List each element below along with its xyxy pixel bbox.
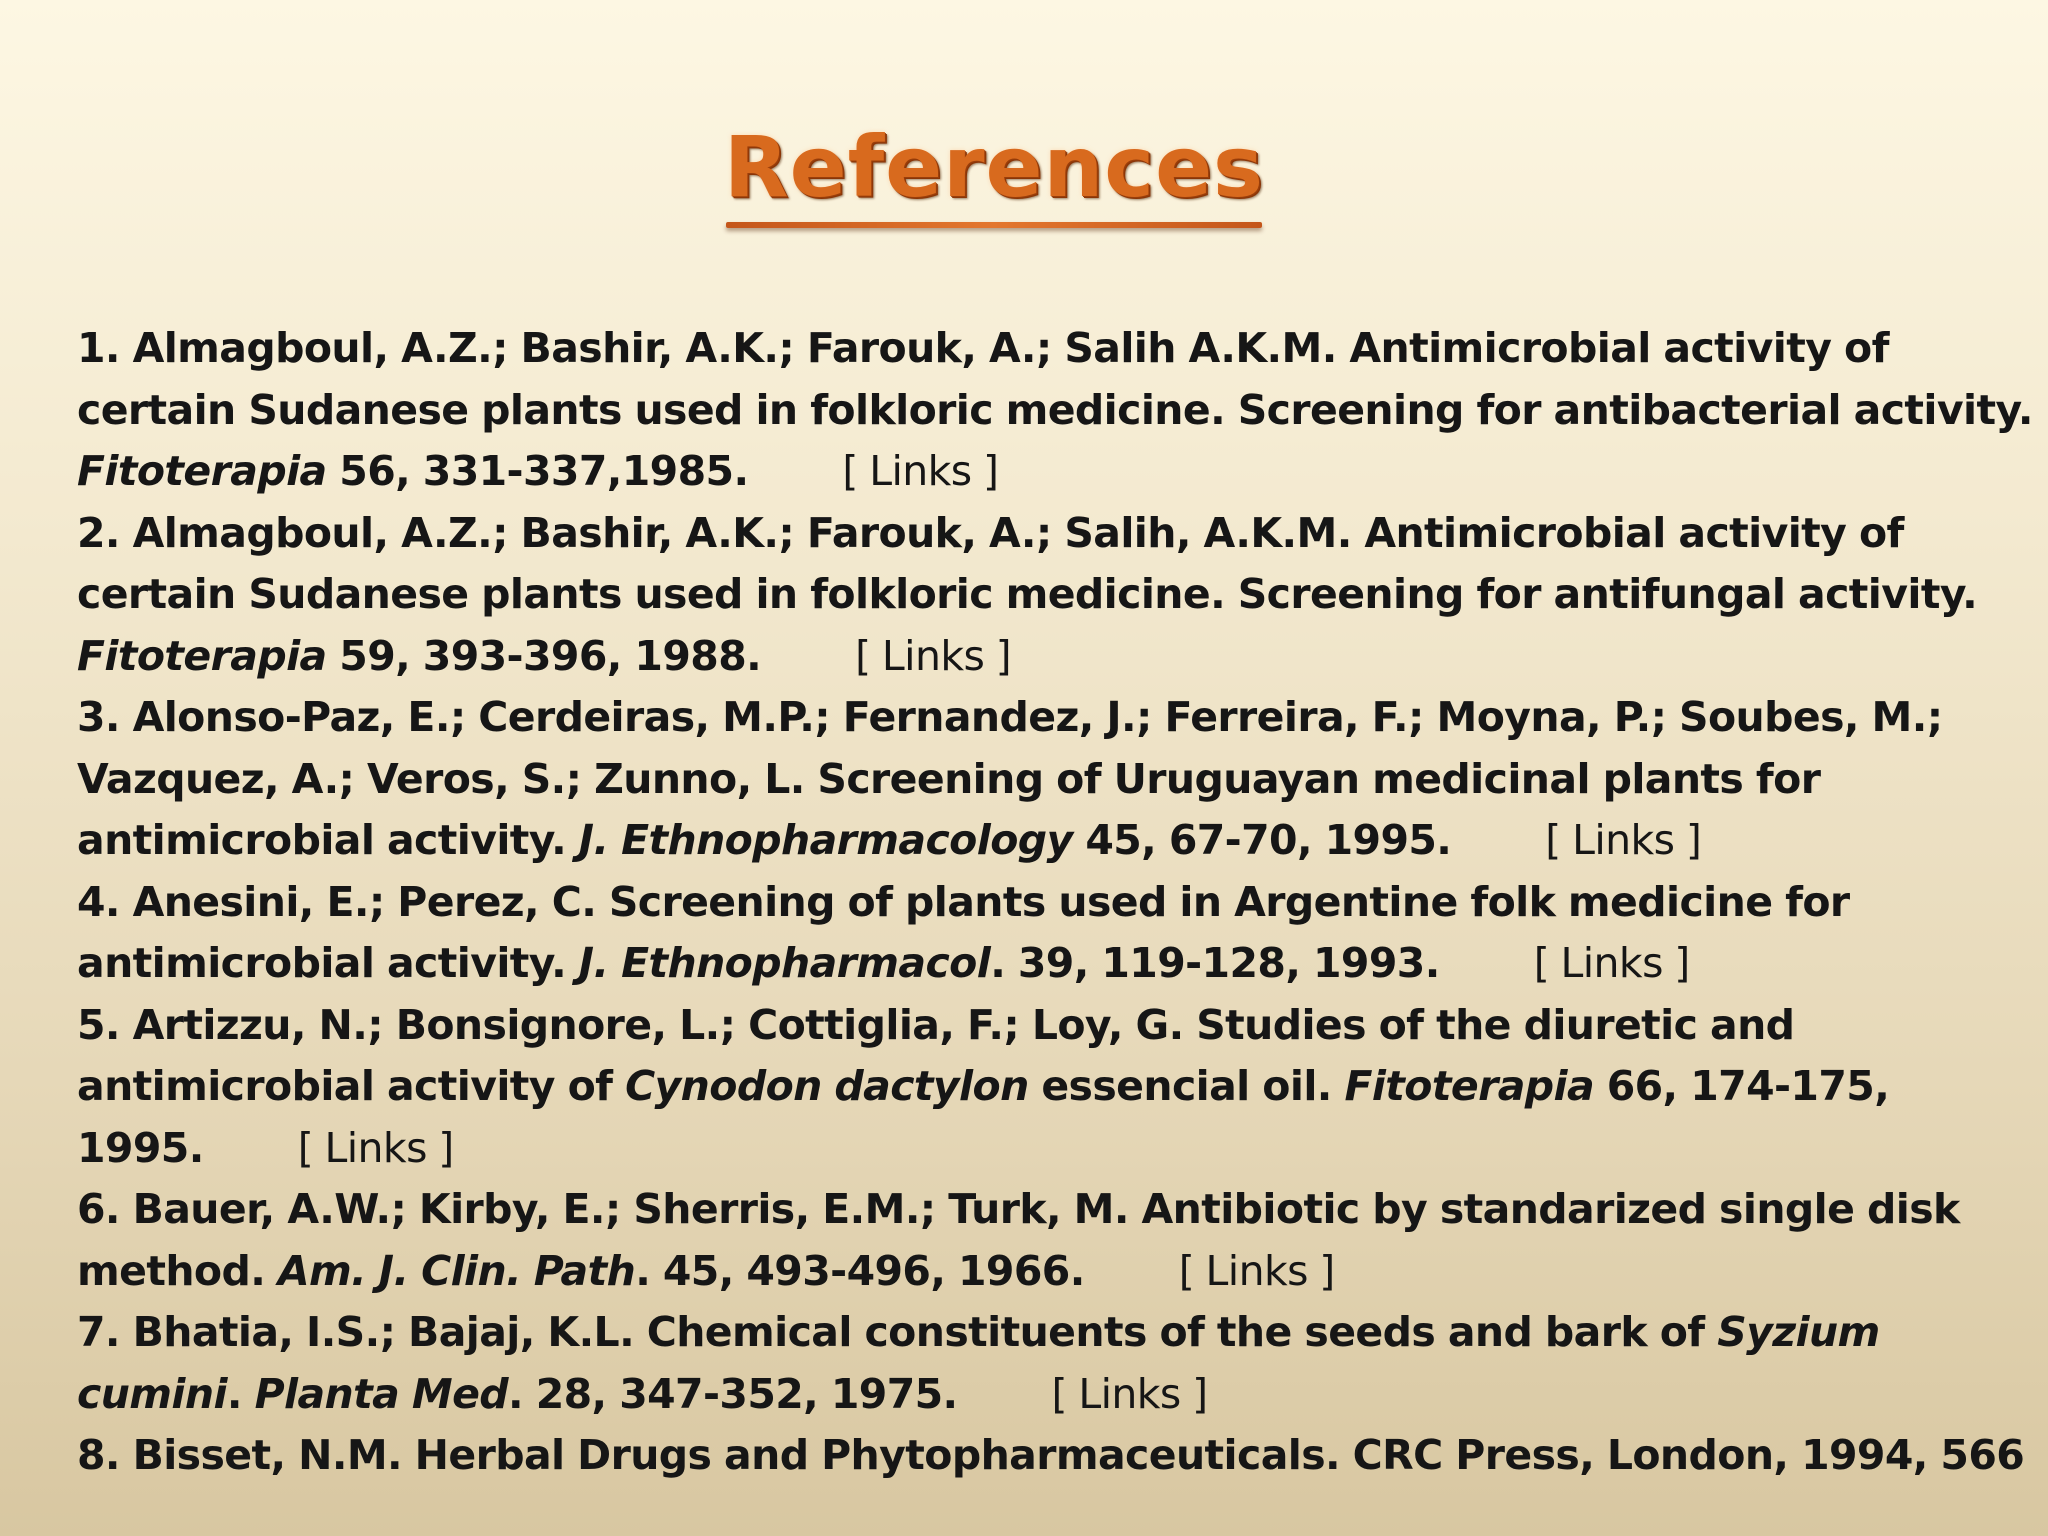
journal-name: Fitoterapia xyxy=(77,631,327,680)
journal-name: Fitoterapia xyxy=(77,447,327,495)
reference-citation: . 39, 119-128, 1993. xyxy=(990,939,1440,987)
reference-citation: . 28, 347-352, 1975. xyxy=(508,1369,958,1418)
links-link[interactable]: [ Links ] xyxy=(842,447,999,495)
reference-text: method. xyxy=(77,1246,278,1295)
reference-text: 4. Anesini, E.; Perez, C. Screening of plants used in Argentine folk medicine for xyxy=(77,877,1850,926)
links-link[interactable]: [ Links ] xyxy=(1178,1246,1335,1295)
reference-item-7 xyxy=(77,1302,2007,1425)
reference-line xyxy=(77,1118,2007,1180)
reference-line xyxy=(77,687,2007,749)
reference-item-1 xyxy=(77,318,2033,503)
reference-item-3 xyxy=(77,687,2007,872)
reference-line xyxy=(77,626,2007,688)
reference-citation: . 45, 493-496, 1966. xyxy=(635,1246,1085,1295)
reference-line xyxy=(77,1302,2007,1364)
reference-line xyxy=(77,503,2007,565)
reference-text: 7. Bhatia, I.S.; Bajaj, K.L. Chemical constituents of the seeds and bark of xyxy=(77,1308,1718,1356)
species-name: cumini xyxy=(77,1369,227,1418)
reference-text: 6. Bauer, A.W.; Kirby, E.; Sherris, E.M.; Turk, M. Antibiotic by standarized single disk xyxy=(77,1185,1960,1233)
reference-line xyxy=(77,933,2007,995)
reference-text: antimicrobial activity. xyxy=(77,939,579,987)
reference-text: 2. Almagboul, A.Z.; Bashir, A.K.; Farouk, A.; Salih, A.K.M. Antimicrobial activity of xyxy=(77,508,1904,557)
reference-line xyxy=(77,810,2007,872)
reference-line xyxy=(77,872,2007,934)
reference-line xyxy=(77,380,2033,442)
reference-text: antimicrobial activity of xyxy=(77,1062,626,1110)
journal-name: Fitoterapia xyxy=(1344,1062,1595,1110)
reference-text: certain Sudanese plants used in folkloric medicine. Screening for antifungal activity. xyxy=(77,570,1978,618)
reference-item-8 xyxy=(77,1425,2025,1487)
reference-line xyxy=(77,1179,2007,1241)
slide-title: References xyxy=(723,118,1265,216)
links-link[interactable]: [ Links ] xyxy=(297,1123,454,1172)
reference-item-4 xyxy=(77,872,2007,995)
reference-line xyxy=(77,1241,2007,1303)
reference-text: 5. Artizzu, N.; Bonsignore, L.; Cottiglia, F.; Loy, G. Studies of the diuretic and xyxy=(77,1000,1795,1049)
reference-line xyxy=(77,1425,2025,1487)
reference-line xyxy=(77,1364,2007,1426)
links-link[interactable]: [ Links ] xyxy=(1051,1369,1208,1418)
reference-item-5 xyxy=(77,995,2007,1180)
species-name: Syzium xyxy=(1717,1308,1880,1356)
reference-item-2 xyxy=(77,503,2007,688)
reference-list xyxy=(77,318,2033,1487)
reference-citation: 1995. xyxy=(77,1123,204,1172)
reference-line xyxy=(77,564,2007,626)
reference-item-6 xyxy=(77,1179,2007,1302)
links-link[interactable]: [ Links ] xyxy=(1533,939,1690,987)
reference-citation: 56, 331-337,1985. xyxy=(326,447,749,495)
reference-text: . xyxy=(226,1369,255,1418)
reference-citation: 66, 174-175, xyxy=(1594,1062,1890,1110)
journal-name: Planta Med xyxy=(254,1369,509,1418)
reference-line xyxy=(77,441,2007,503)
reference-text: 1. Almagboul, A.Z.; Bashir, A.K.; Farouk, A.; Salih A.K.M. Antimicrobial activity of xyxy=(77,324,1889,372)
reference-line xyxy=(77,1056,2007,1118)
reference-citation: 59, 393-396, 1988. xyxy=(326,631,762,680)
links-link[interactable]: [ Links ] xyxy=(1545,816,1702,864)
reference-text: essencial oil. xyxy=(1028,1062,1345,1110)
reference-text: Vazquez, A.; Veros, S.; Zunno, L. Screening of Uruguayan medicinal plants for xyxy=(77,754,1821,803)
reference-line xyxy=(77,318,2007,380)
reference-text: certain Sudanese plants used in folkloric medicine. Screening for antibacterial activity. xyxy=(77,385,2033,434)
journal-name: Am. J. Clin. Path xyxy=(277,1246,636,1295)
links-link[interactable]: [ Links ] xyxy=(855,631,1012,680)
reference-line xyxy=(77,749,2007,811)
reference-text: 8. Bisset, N.M. Herbal Drugs and Phytopharmaceuticals. CRC Press, London, 1994, 566 xyxy=(77,1431,2025,1479)
reference-text: antimicrobial activity. xyxy=(77,816,579,864)
species-name: Cynodon dactylon xyxy=(625,1062,1029,1110)
reference-text: 3. Alonso-Paz, E.; Cerdeiras, M.P.; Fernandez, J.; Ferreira, F.; Moyna, P.; Soubes, M.; xyxy=(77,693,1943,741)
journal-name: J. Ethnopharmacology xyxy=(578,816,1073,864)
journal-name: J. Ethnopharmacol xyxy=(578,939,991,987)
reference-citation: 45, 67-70, 1995. xyxy=(1072,816,1452,864)
reference-line xyxy=(77,995,2007,1057)
title-underline xyxy=(726,222,1262,228)
